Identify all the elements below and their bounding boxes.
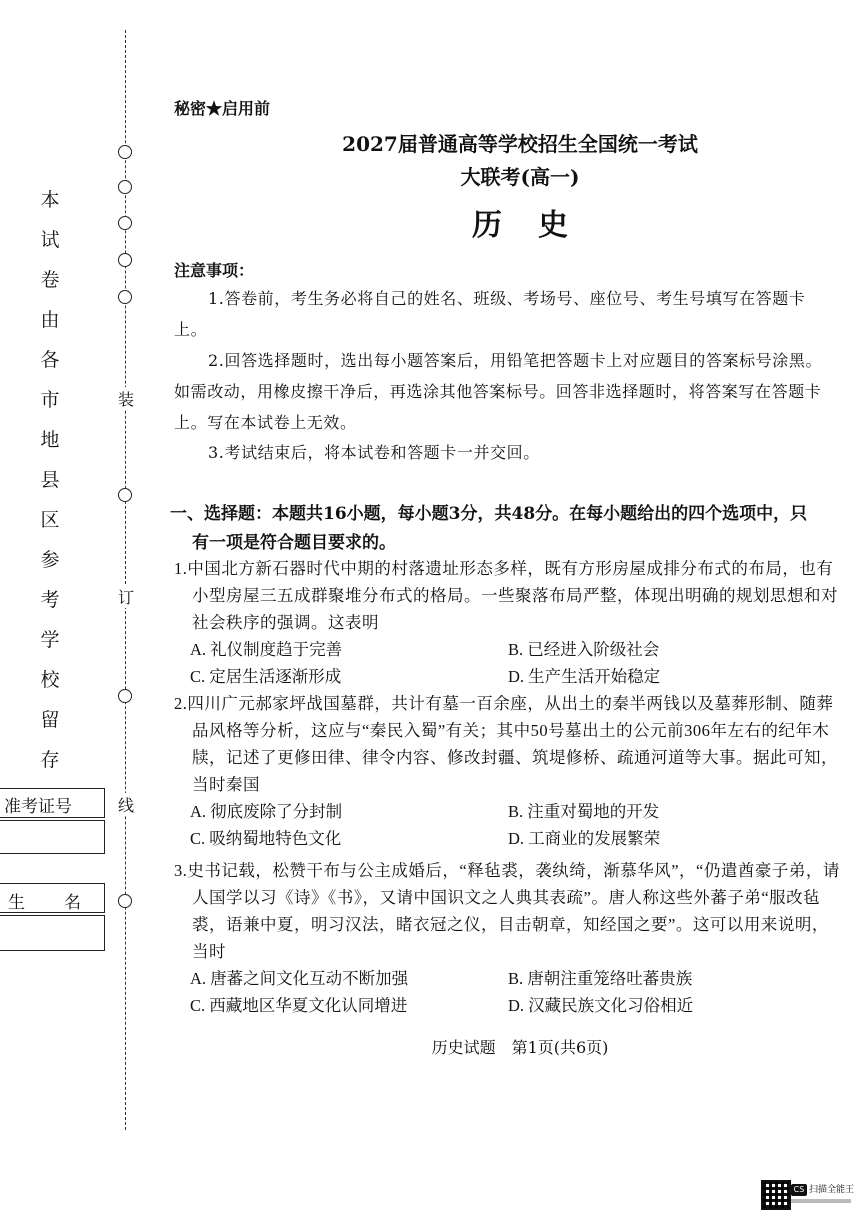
binding-hole bbox=[118, 894, 132, 908]
option-a: A. 礼仪制度趋于完善 bbox=[190, 640, 343, 659]
notice-item-1: 1.答卷前，考生务必将自己的姓名、班级、考场号、座位号、考生号填写在答题卡上。 bbox=[174, 289, 806, 339]
section-heading bbox=[170, 500, 842, 558]
option-b: B. 注重对蜀地的开发 bbox=[508, 802, 660, 821]
question-stem: 3.史书记载，松赞干布与公主成婚后，“释毡裘，袭纨绮，渐慕华风”，“仍遣酋豪子弟，请人国学以习《诗》《书》，又请中国识文之人典其表疏”。唐人称这些外蕃子弟“服改毡裘，语兼中夏，明习汉法，睹衣冠之仪，目击朝章，知经国之要”。这可以用来说明，当时 bbox=[174, 861, 840, 961]
exam-number-label: 准考证号 bbox=[4, 797, 72, 817]
page-footer: 历史试题 第1页(共6页) bbox=[431, 1038, 609, 1057]
vertical-char: 本 bbox=[40, 189, 60, 211]
binding-char-ding: 订 bbox=[116, 585, 136, 608]
binding-hole bbox=[118, 488, 132, 502]
vertical-char: 参 bbox=[40, 549, 60, 571]
option-c: C. 吸纳蜀地特色文化 bbox=[190, 829, 342, 848]
option-b: B. 已经进入阶级社会 bbox=[508, 640, 660, 659]
binding-dash-line bbox=[125, 30, 126, 1130]
camscanner-logo-icon: CS bbox=[791, 1184, 807, 1196]
binding-hole bbox=[118, 216, 132, 230]
question-stem: 1.中国北方新石器时代中期的村落遗址形态多样，既有方形房屋成排分布式的布局，也有小型房屋三五成群聚堆分布式的格局。一些聚落布局严整，体现出明确的规划思想和对社会秩序的强调。这表明 bbox=[174, 559, 838, 632]
binding-hole bbox=[118, 290, 132, 304]
binding-hole bbox=[118, 180, 132, 194]
option-d: D. 生产生活开始稳定 bbox=[508, 667, 661, 686]
vertical-char: 留 bbox=[40, 709, 60, 731]
scanner-tagline-bar bbox=[791, 1199, 851, 1203]
option-d: D. 汉藏民族文化习俗相近 bbox=[508, 996, 694, 1015]
vertical-char: 存 bbox=[40, 749, 60, 771]
question-stem: 2.四川广元郝家坪战国墓群，共计有墓一百余座，从出土的秦半两钱以及墓葬形制、随葬品风格等分析，这应与“秦民入蜀”有关；其中50号墓出土的公元前306年左右的纪年木牍，记述了更修田律、律令内容、修改封疆、筑堤修桥、疏通河道等大事。据此可知，当时秦国 bbox=[174, 694, 838, 794]
name-label-2: 名 bbox=[64, 893, 81, 913]
exam-number-field[interactable] bbox=[0, 820, 105, 854]
option-b: B. 唐朝注重笼络吐蕃贵族 bbox=[508, 969, 693, 988]
option-c: C. 定居生活逐渐形成 bbox=[190, 667, 342, 686]
qr-code-icon bbox=[761, 1180, 791, 1210]
section-heading-line2: 有一项是符合题目要求的。 bbox=[192, 533, 396, 553]
vertical-char: 地 bbox=[40, 429, 60, 451]
binding-hole bbox=[118, 145, 132, 159]
option-a: A. 彻底废除了分封制 bbox=[190, 802, 343, 821]
vertical-char: 考 bbox=[40, 589, 60, 611]
option-a: A. 唐蕃之间文化互动不断加强 bbox=[190, 969, 409, 988]
notice-item-2: 2.回答选择题时，选出每小题答案后，用铅笔把答题卡上对应题目的答案标号涂黑。如需改动，用橡皮擦干净后，再选涂其他答案标号。回答非选择题时，将答案写在答题卡上。写在本试卷上无效。 bbox=[174, 351, 823, 432]
option-c: C. 西藏地区华夏文化认同增进 bbox=[190, 996, 408, 1015]
question-3 bbox=[174, 857, 842, 1019]
vertical-char: 卷 bbox=[40, 269, 60, 291]
vertical-char: 县 bbox=[40, 469, 60, 491]
binding-char-xian: 线 bbox=[116, 793, 136, 816]
vertical-char: 学 bbox=[40, 629, 60, 651]
binding-char-zhuang: 装 bbox=[116, 387, 136, 410]
vertical-char: 试 bbox=[40, 229, 60, 251]
scanner-brand: 扫描全能王 bbox=[809, 1185, 855, 1195]
section-heading-line1: 一、选择题：本题共16小题，每小题3分，共48分。在每小题给出的四个选项中，只 bbox=[170, 504, 808, 524]
binding-hole bbox=[118, 253, 132, 267]
binding-hole bbox=[118, 689, 132, 703]
secret-label: 秘密★启用前 bbox=[174, 99, 271, 118]
question-1 bbox=[174, 555, 842, 690]
subject-title: 历史 bbox=[472, 208, 604, 243]
exam-title: 2027届普通高等学校招生全国统一考试 bbox=[342, 132, 698, 156]
vertical-char: 市 bbox=[40, 389, 60, 411]
vertical-char: 校 bbox=[40, 669, 60, 691]
option-d: D. 工商业的发展繁荣 bbox=[508, 829, 661, 848]
question-2 bbox=[174, 690, 842, 852]
name-label-1: 生 bbox=[8, 893, 25, 913]
name-field[interactable] bbox=[0, 915, 105, 951]
notice-heading: 注意事项： bbox=[174, 261, 255, 280]
exam-subtitle: 大联考(高一) bbox=[460, 165, 580, 189]
vertical-char: 区 bbox=[40, 509, 60, 531]
notice-item-3: 3.考试结束后，将本试卷和答题卡一并交回。 bbox=[208, 443, 540, 462]
vertical-char: 各 bbox=[40, 349, 60, 371]
vertical-char: 由 bbox=[40, 309, 60, 331]
